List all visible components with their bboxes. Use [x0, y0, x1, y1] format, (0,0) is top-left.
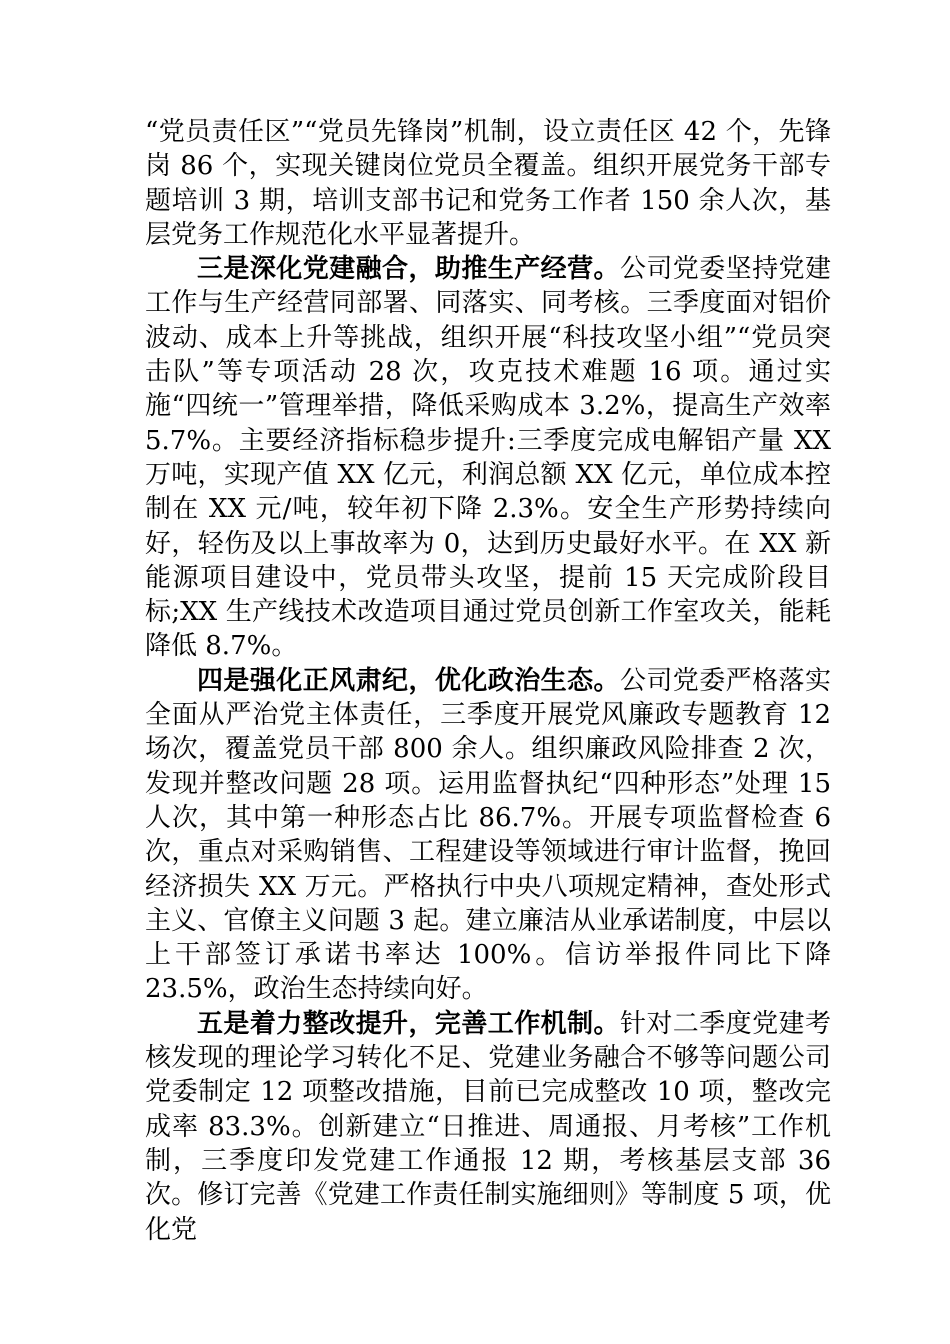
paragraph-heading: 五是着力整改提升，完善工作机制。: [197, 1008, 620, 1039]
paragraph-heading: 四是强化正风肃纪，优化政治生态。: [197, 665, 620, 696]
paragraph-party-integration: [145, 252, 831, 664]
paragraph-text: 公司党委严格落实全面从严治党主体责任，三季度开展党风廉政专题教育 12 场次，覆盖党员干部 800 余人。组织廉政风险排查 2 次，发现并整改问题 28 项。运用监督执纪“四种形态”处理 15 人次，其中第一种形态占比 86.7%。开展专项监督检查 6 次，重点对采购销售、工程建设等领域进行审计监督，挽回经济损失 XX 万元。严格执行中央八项规定精神，查处形式主义、官僚主义问题 3 起。建立廉洁从业承诺制度，中层以上干部签订承诺书率达 100%。信访举报件同比下降 23.5%，政治生态持续向好。: [145, 665, 831, 1005]
paragraph-text: 公司党委坚持党建工作与生产经营同部署、同落实、同考核。三季度面对铝价波动、成本上升等挑战，组织开展“科技攻坚小组”“党员突击队”等专项活动 28 次，攻克技术难题 16 项。通过实施“四统一”管理举措，降低采购成本 3.2%，提高生产效率 5.7%。主要经济指标稳步提升:三季度完成电解铝产量 XX 万吨，实现产值 XX 亿元，利润总额 XX 亿元，单位成本控制在 XX 元/吨，较年初下降 2.3%。安全生产形势持续向好，轻伤及以上事故率为 0，达到历史最好水平。在 XX 新能源项目建设中，党员带头攻坚，提前 15 天完成阶段目标;XX 生产线技术改造项目通过党员创新工作室攻关，能耗降低 8.7%。: [145, 254, 831, 662]
paragraph-rectification: [145, 1007, 831, 1247]
paragraph-text: “党员责任区”“党员先锋岗”机制，设立责任区 42 个，先锋岗 86 个，实现关键岗位党员全覆盖。组织开展党务干部专题培训 3 期，培训支部书记和党务工作者 150 余人次，基层党务工作规范化水平显著提升。: [145, 117, 831, 250]
paragraph-heading: 三是深化党建融合，助推生产经营。: [197, 254, 620, 285]
paragraph-continuation: [145, 115, 831, 252]
paragraph-text: 针对二季度党建考核发现的理论学习转化不足、党建业务融合不够等问题公司党委制定 12 项整改措施，目前已完成整改 10 项，整改完成率 83.3%。创新建立“日推进、周通报、月考核”工作机制，三季度印发党建工作通报 12 期，考核基层支部 36 次。修订完善《党建工作责任制实施细则》等制度 5 项，优化党: [145, 1008, 831, 1245]
paragraph-discipline: [145, 664, 831, 1007]
document-body: [145, 115, 831, 1247]
